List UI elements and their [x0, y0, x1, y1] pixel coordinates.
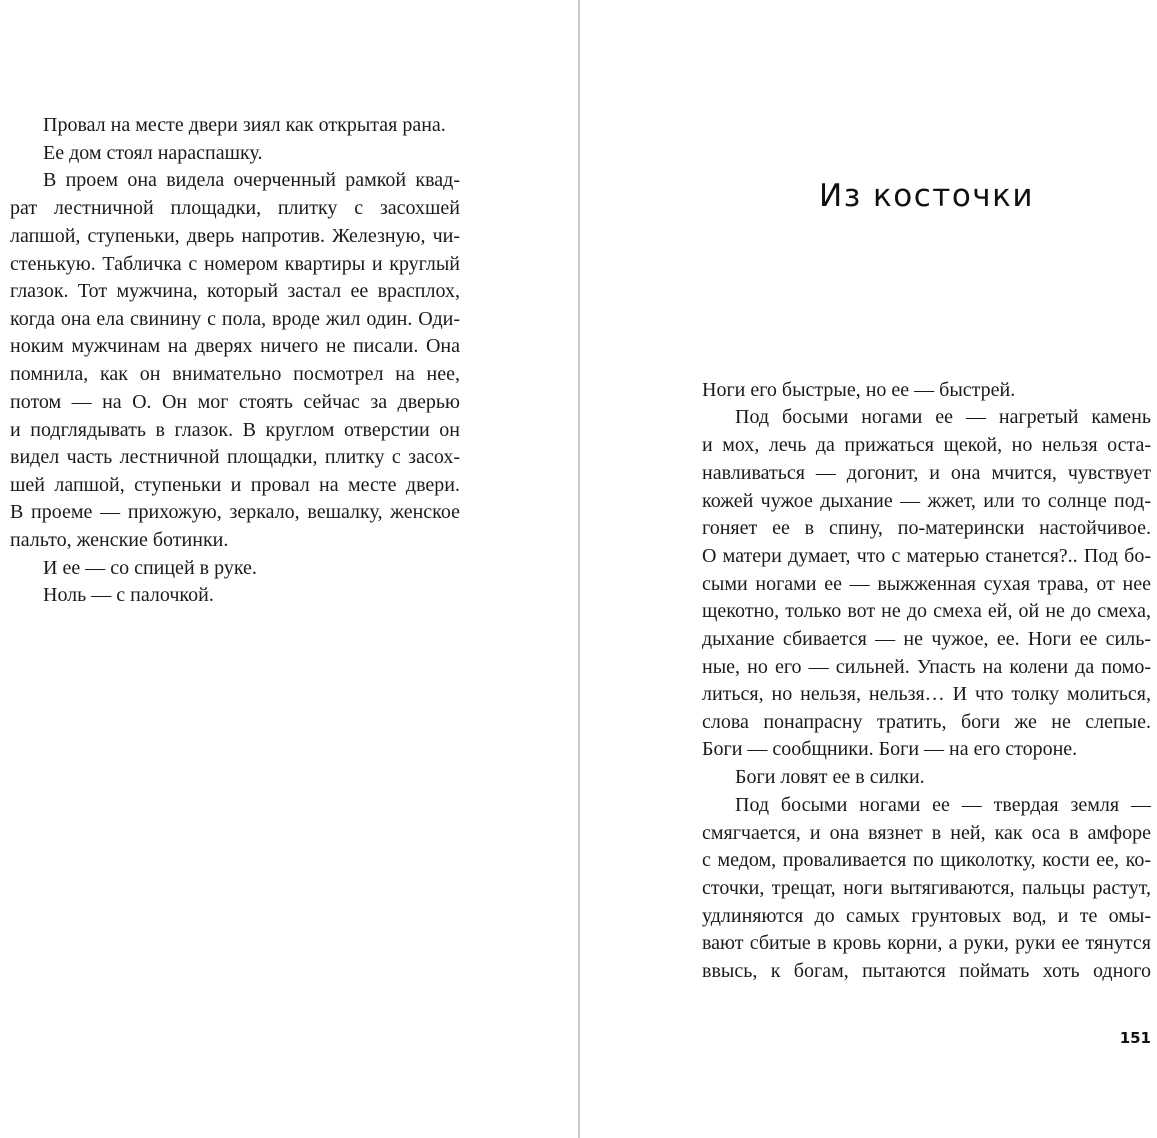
text-line: стенькую. Табличка с номером квартиры и круглый: [10, 253, 460, 275]
text-line: пальто, женские ботинки.: [10, 529, 229, 551]
text-line: глазок. Тот мужчина, который застал ее врасплох,: [10, 280, 460, 302]
text-line: и подглядывать в глазок. В круглом отверстии он: [10, 419, 460, 441]
left-page: [0, 0, 578, 1138]
text-line: сточки, трещат, ноги вытягиваются, пальцы растут,: [702, 877, 1151, 899]
text-line: Ее дом стоял нараспашку.: [43, 142, 263, 164]
text-line: В проеме — прихожую, зеркало, вешалку, женское: [10, 501, 460, 523]
page-number: 151: [1119, 1029, 1151, 1047]
text-line: Ноль — с палочкой.: [43, 584, 214, 606]
text-line: ные, но его — сильней. Упасть на колени да помо-: [702, 656, 1151, 678]
text-line: потом — на О. Он мог стоять сейчас за дверью: [10, 391, 460, 413]
text-line: Под босыми ногами ее — нагретый камень: [735, 406, 1151, 428]
text-line: сыми ногами ее — выжженная сухая трава, от нее: [702, 573, 1151, 595]
text-line: видел часть лестничной площадки, плитку с засох-: [10, 446, 460, 468]
text-line: О матери думает, что с матерью станется?.. Под бо-: [702, 545, 1151, 567]
text-line: Боги — сообщники. Боги — на его стороне.: [702, 738, 1078, 760]
text-line: лапшой, ступеньки, дверь напротив. Железную, чи-: [10, 225, 460, 247]
text-line: гоняет ее в спину, по-матерински настойчивое.: [702, 517, 1151, 539]
text-line: дыхание сбивается — не чужое, ее. Ноги ее силь-: [702, 628, 1151, 650]
text-line: Под босыми ногами ее — твердая земля —: [735, 794, 1151, 816]
text-line: Боги ловят ее в силки.: [735, 766, 925, 788]
text-line: В проем она видела очерченный рамкой квад-: [43, 169, 460, 191]
text-line: рат лестничной площадки, плитку с засохшей: [10, 197, 460, 219]
text-line: Ноги его быстрые, но ее — быстрей.: [702, 379, 1016, 401]
chapter-title: Из косточки: [819, 178, 1034, 214]
text-line: и мох, лечь да прижаться щекой, но нельзя оста-: [702, 434, 1151, 456]
text-line: Провал на месте двери зиял как открытая рана.: [43, 114, 446, 136]
text-line: кожей чужое дыхание — жжет, или то солнце под-: [702, 490, 1151, 512]
text-line: помнила, как он внимательно посмотрел на нее,: [10, 363, 460, 385]
text-line: щекотно, только вот не до смеха ей, ой не до смеха,: [702, 600, 1151, 622]
text-line: удлиняются до самых грунтовых вод, и те омы-: [702, 905, 1151, 927]
text-line: ввысь, к богам, пытаются поймать хоть одного: [702, 960, 1151, 982]
text-line: смягчается, и она вязнет в ней, как оса в амфоре: [702, 822, 1151, 844]
text-line: И ее — со спицей в руке.: [43, 557, 257, 579]
text-line: с медом, проваливается по щиколотку, кости ее, ко-: [702, 849, 1151, 871]
text-line: навливаться — догонит, и она мчится, чувствует: [702, 462, 1151, 484]
right-page: [580, 0, 1157, 1138]
text-line: слова понапрасну тратить, боги же не слепые.: [702, 711, 1151, 733]
text-line: ноким мужчинам на дверях ничего не писали. Она: [10, 335, 460, 357]
text-line: литься, но нельзя, нельзя… И что толку молиться,: [702, 683, 1151, 705]
text-line: шей лапшой, ступеньки и провал на месте двери.: [10, 474, 460, 496]
text-line: когда она ела свинину с пола, вроде жил один. Оди-: [10, 308, 460, 330]
text-line: вают сбитые в кровь корни, а руки, руки ее тянутся: [702, 932, 1151, 954]
